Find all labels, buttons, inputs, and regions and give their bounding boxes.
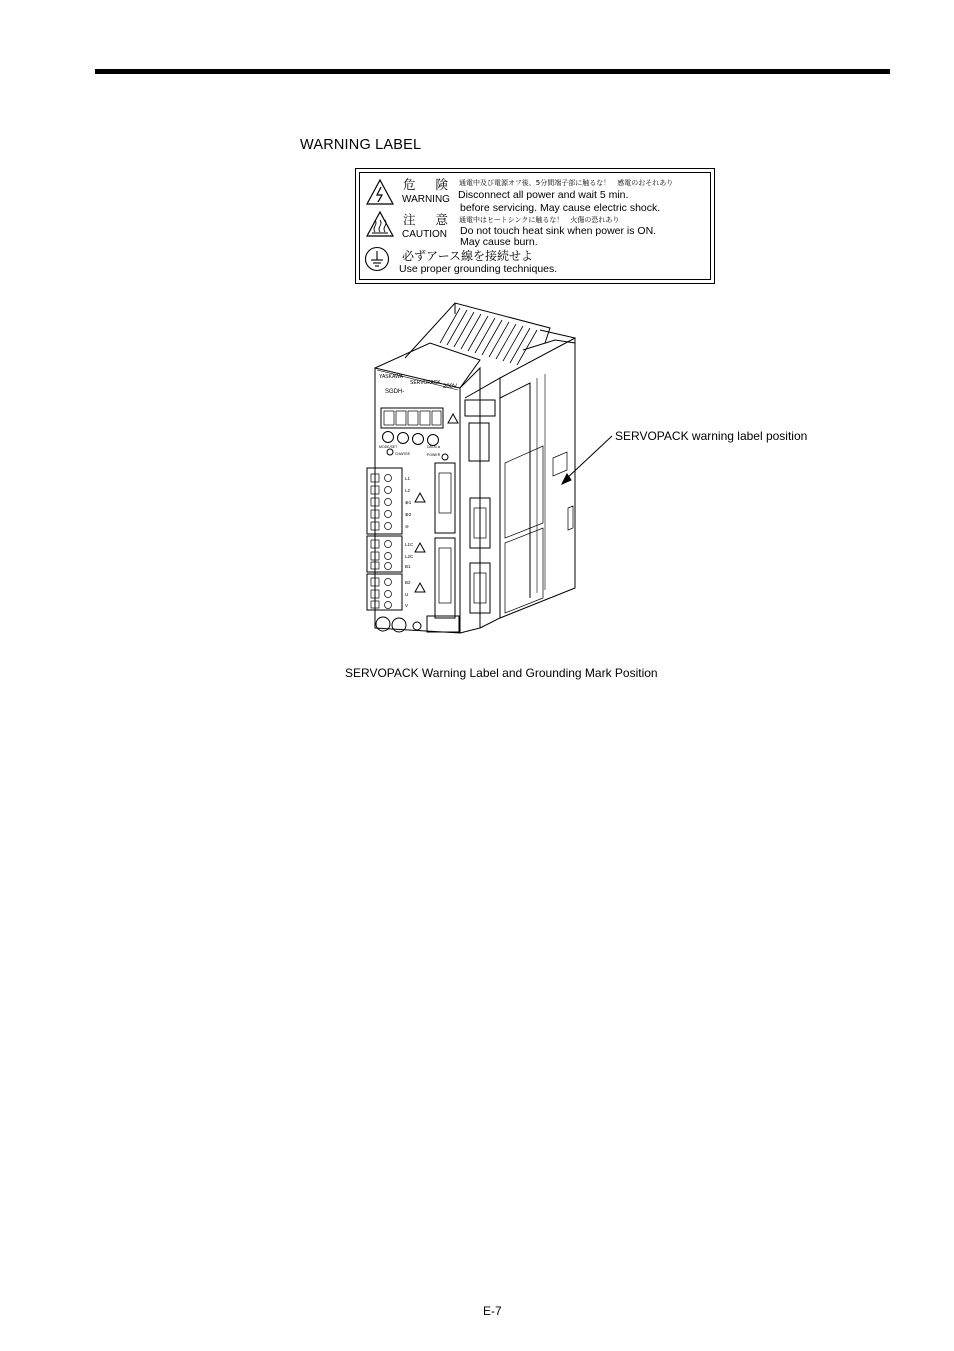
terminal-label: B2	[405, 580, 411, 585]
warning-jp-text: 通電中及び電源オフ後、5分間端子部に触るな！ 感電のおそれあり	[459, 179, 674, 187]
warning-en-line1: Disconnect all power and wait 5 min.	[458, 189, 629, 201]
brand-text: YASKAWA	[379, 374, 403, 380]
charge-label: CHARGE	[395, 452, 410, 456]
callout-leader-line	[565, 436, 612, 480]
caution-en-title: CAUTION	[402, 229, 447, 240]
panel-buttons	[383, 432, 439, 446]
terminal-blocks	[367, 468, 402, 610]
caution-en-line1: Do not touch heat sink when power is ON.	[460, 225, 657, 237]
terminal-label: L1	[405, 476, 411, 481]
protective-ground-icon	[364, 246, 390, 272]
terminal-label: V	[405, 603, 409, 608]
voltage-text: 200V	[443, 384, 458, 390]
side-heatsink	[500, 338, 575, 618]
option-unit	[465, 378, 500, 628]
header-rule	[95, 69, 890, 74]
terminal-label: ⊕2	[405, 512, 412, 517]
ground-jp-text: 必ずアース線を接続せよ	[402, 249, 534, 263]
terminal-label: U	[405, 592, 409, 597]
warning-en-line2: before servicing. May cause electric shock.	[460, 202, 661, 214]
terminal-label: B1	[405, 564, 411, 569]
terminal-label: ⊕1	[405, 500, 412, 505]
model-text: SGDH-	[385, 389, 405, 395]
hot-surface-caution-icon	[366, 211, 394, 237]
electric-shock-warning-icon	[366, 179, 394, 205]
section-title: WARNING LABEL	[300, 137, 422, 153]
warning-en-title: WARNING	[402, 194, 450, 205]
warning-label-position-callout: SERVOPACK warning label position	[615, 429, 808, 443]
ground-en-text: Use proper grounding techniques.	[399, 263, 558, 275]
figure-caption: SERVOPACK Warning Label and Grounding Mark Position	[345, 666, 658, 680]
caution-jp-title: 注 意	[403, 212, 456, 227]
power-label: POWER	[427, 453, 441, 457]
product-text: SERVOPACK	[410, 380, 441, 386]
terminal-label: ⊖	[405, 524, 409, 529]
caution-en-line2: May cause burn.	[460, 236, 538, 248]
terminal-label: L1C	[405, 542, 414, 547]
caution-jp-text: 通電中はヒートシンクに触るな！ 火傷の恐れあり	[459, 216, 620, 224]
warning-label	[355, 168, 715, 284]
terminal-label: L2	[405, 488, 411, 493]
mode-label: MODE/SET	[379, 445, 398, 449]
front-connectors	[427, 463, 459, 632]
seven-segment-display	[381, 408, 458, 428]
servopack-illustration	[355, 298, 625, 646]
page-number: E-7	[483, 1304, 502, 1318]
terminal-label: L2C	[405, 554, 414, 559]
warning-jp-title: 危 険	[403, 177, 456, 192]
data-label: DATA/◄	[427, 445, 441, 449]
top-heatsink-fins	[405, 303, 575, 365]
